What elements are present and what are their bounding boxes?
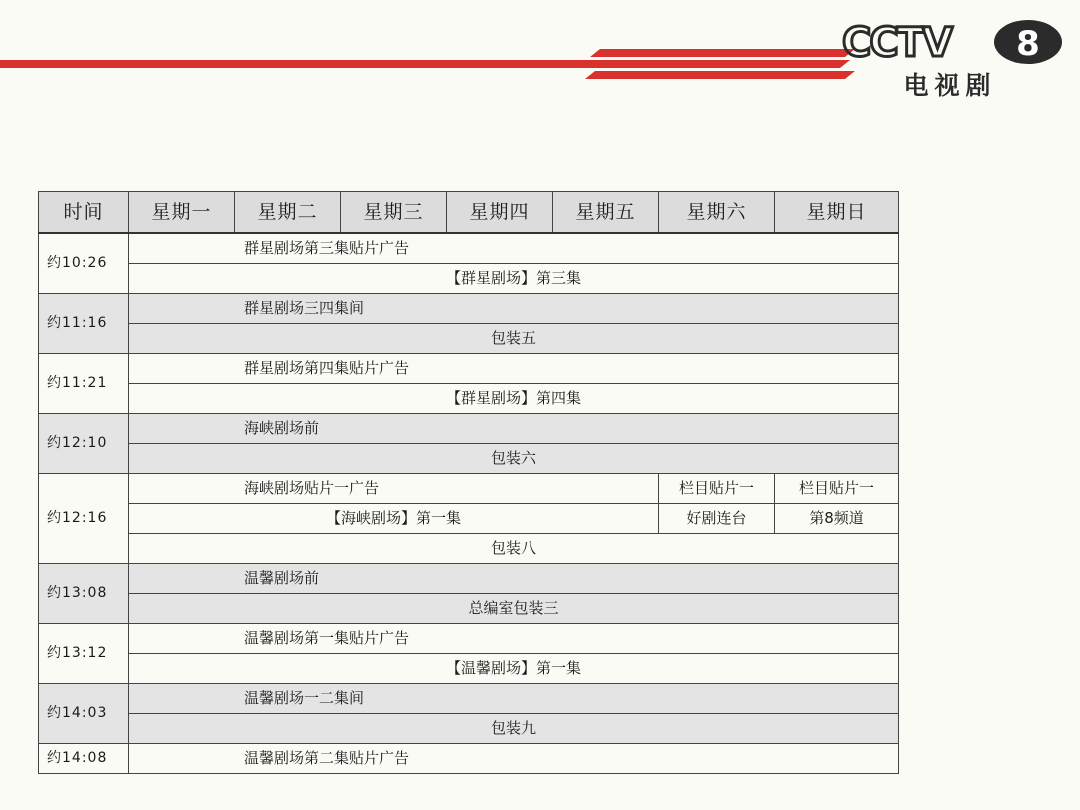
- program-cell: 【温馨剧场】第一集: [129, 654, 899, 684]
- header-saturday: 星期六: [659, 192, 775, 234]
- header-sunday: 星期日: [775, 192, 899, 234]
- program-cell: 温馨剧场第一集贴片广告: [129, 624, 899, 654]
- channel-name: 电视剧: [903, 71, 997, 100]
- channel-number: 8: [1016, 24, 1040, 64]
- time-cell: 约10:26: [39, 233, 129, 294]
- schedule-table: [38, 191, 899, 774]
- table-row: [39, 744, 899, 774]
- table-row: [39, 414, 899, 444]
- program-cell: 包装八: [129, 534, 899, 564]
- program-cell: 包装九: [129, 714, 899, 744]
- program-cell: 【海峡剧场】第一集: [129, 504, 659, 534]
- time-cell: 约13:08: [39, 564, 129, 624]
- cctv-logo-text: CCTV: [842, 20, 951, 66]
- table-row: [39, 294, 899, 324]
- program-cell: 温馨剧场第二集贴片广告: [129, 744, 899, 774]
- program-cell: 温馨剧场前: [129, 564, 899, 594]
- header-monday: 星期一: [129, 192, 235, 234]
- program-cell: 海峡剧场前: [129, 414, 899, 444]
- table-row: [39, 324, 899, 354]
- time-cell: 约12:10: [39, 414, 129, 474]
- table-row: [39, 384, 899, 414]
- header-row: [39, 192, 899, 234]
- header-friday: 星期五: [553, 192, 659, 234]
- program-cell: 总编室包装三: [129, 594, 899, 624]
- program-cell: 【群星剧场】第三集: [129, 264, 899, 294]
- table-row: [39, 684, 899, 714]
- time-cell: 约14:08: [39, 744, 129, 774]
- table-row: [39, 264, 899, 294]
- program-cell-sunday: 栏目贴片一: [775, 474, 899, 504]
- table-row: [39, 714, 899, 744]
- program-cell-saturday: 栏目贴片一: [659, 474, 775, 504]
- program-cell: 【群星剧场】第四集: [129, 384, 899, 414]
- table-row: [39, 474, 899, 504]
- table-row: [39, 534, 899, 564]
- program-cell: 海峡剧场贴片一广告: [129, 474, 659, 504]
- table-row: [39, 624, 899, 654]
- program-cell-saturday: 好剧连台: [659, 504, 775, 534]
- program-cell: 群星剧场三四集间: [129, 294, 899, 324]
- header-time: 时间: [39, 192, 129, 234]
- program-cell: 温馨剧场一二集间: [129, 684, 899, 714]
- table-row: [39, 233, 899, 264]
- table-row: [39, 354, 899, 384]
- header-wednesday: 星期三: [341, 192, 447, 234]
- table-row: [39, 444, 899, 474]
- time-cell: 约11:21: [39, 354, 129, 414]
- time-cell: 约13:12: [39, 624, 129, 684]
- time-cell: 约14:03: [39, 684, 129, 744]
- program-cell-sunday: 第8频道: [775, 504, 899, 534]
- program-cell: 群星剧场第四集贴片广告: [129, 354, 899, 384]
- program-cell: 群星剧场第三集贴片广告: [129, 233, 899, 264]
- header-thursday: 星期四: [447, 192, 553, 234]
- table-row: [39, 564, 899, 594]
- table-row: [39, 504, 899, 534]
- table-row: [39, 594, 899, 624]
- program-cell: 包装五: [129, 324, 899, 354]
- time-cell: 约12:16: [39, 474, 129, 564]
- program-cell: 包装六: [129, 444, 899, 474]
- time-cell: 约11:16: [39, 294, 129, 354]
- table-row: [39, 654, 899, 684]
- header-tuesday: 星期二: [235, 192, 341, 234]
